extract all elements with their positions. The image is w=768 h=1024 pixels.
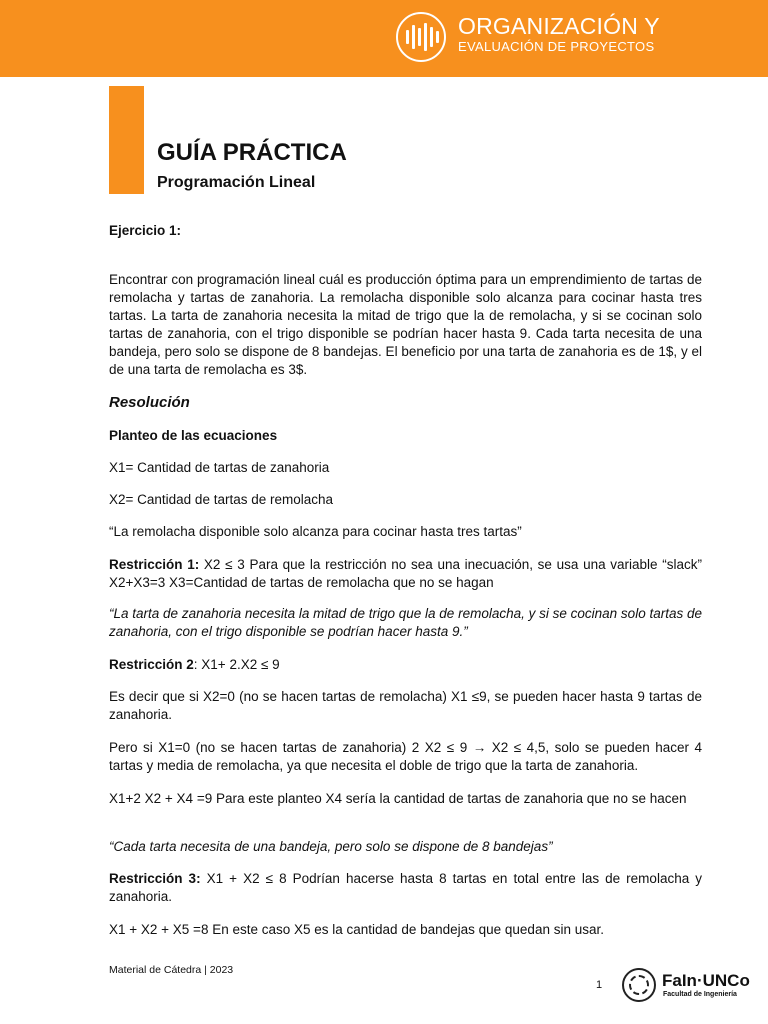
restriction-2 [109,656,702,674]
quote-remolacha: “La remolacha disponible solo alcanza para cocinar hasta tres tartas” [109,524,522,539]
document-title: GUÍA PRÁCTICA [157,139,347,166]
restriction-1-text: X2 ≤ 3 Para que la restricción no sea una inecuación, se usa una variable “slack” X2+X3=3 X3=Cantidad de tartas de remolacha que no se hagan [109,557,703,590]
quote-bandejas: “Cada tarta necesita de una bandeja, pero solo se dispone de 8 bandejas” [109,839,553,854]
paragraph-x2-zero: Es decir que si X2=0 (no se hacen tartas de remolacha) X1 ≤9, se pueden hacer hasta 9 tartas de zanahoria. [109,689,702,722]
resolution-heading: Resolución [109,394,190,411]
brand-subtitle: EVALUACIÓN DE PROYECTOS [458,39,655,54]
exercise-heading: Ejercicio 1: [109,223,182,238]
equations-heading: Planteo de las ecuaciones [109,428,278,443]
footer-text: Material de Cátedra | 2023 [109,964,234,976]
restriction-2-label: Restricción 2 [109,657,194,672]
restriction-3-label: Restricción 3: [109,871,201,886]
restriction-3 [109,870,702,906]
fain-unco-logo-subtitle: Facultad de Ingeniería [663,991,737,998]
header-bar [0,0,768,77]
restriction-2-text: : X1+ 2.X2 ≤ 9 [193,657,280,672]
exercise-statement: Encontrar con programación lineal cuál es producción óptima para un emprendimiento de tartas de remolacha y tartas de zanahoria. La remolacha disponible solo alcanza para cocinar hasta tres tartas. La tarta de zanahoria necesita la mitad de trigo que la de remolacha, y si se cocinan solo tartas de zanahoria, con el trigo disponible se podrían hacer hasta 9. Cada tarta necesita de una bandeja, pero solo se dispone de 8 bandejas. El beneficio por una tarta de zanahoria es de 1$, y el de una tarta de remolacha es 3$. [109,272,702,377]
fain-unco-logo: FaIn·UNCo [662,971,750,990]
paragraph-x4-slack: X1+2 X2 + X4 =9 Para este planteo X4 sería la cantidad de tartas de zanahoria que no se hacen [109,791,687,806]
restriction-1 [109,556,702,592]
university-seal-icon [622,968,656,1002]
restriction-3-text: X1 + X2 ≤ 8 Podrían hacerse hasta 8 tartas en total entre las de remolacha y zanahoria. [109,871,703,904]
sound-bars-icon [396,12,446,62]
brand-title: ORGANIZACIÓN Y [458,13,660,39]
variable-x1-definition: X1= Cantidad de tartas de zanahoria [109,460,330,475]
restriction-1-label: Restricción 1: [109,557,200,572]
document-subtitle: Programación Lineal [157,174,316,191]
paragraph-x1-zero: Pero si X1=0 (no se hacen tartas de zanahoria) 2 X2 ≤ 9 → X2 ≤ 4,5, solo se pueden hacer 4 tartas y media de remolacha, ya que necesita el doble de trigo que la tarta de zanahoria. [109,740,702,773]
title-accent-block [109,86,144,194]
page-number: 1 [596,979,603,991]
variable-x2-definition: X2= Cantidad de tartas de remolacha [109,492,334,507]
paragraph-x5-slack: X1 + X2 + X5 =8 En este caso X5 es la cantidad de bandejas que quedan sin usar. [109,922,604,937]
quote-trigo: “La tarta de zanahoria necesita la mitad de trigo que la de remolacha, y si se cocinan solo tartas de zanahoria, con el trigo disponible se podrían hacer hasta 9.” [109,606,702,639]
